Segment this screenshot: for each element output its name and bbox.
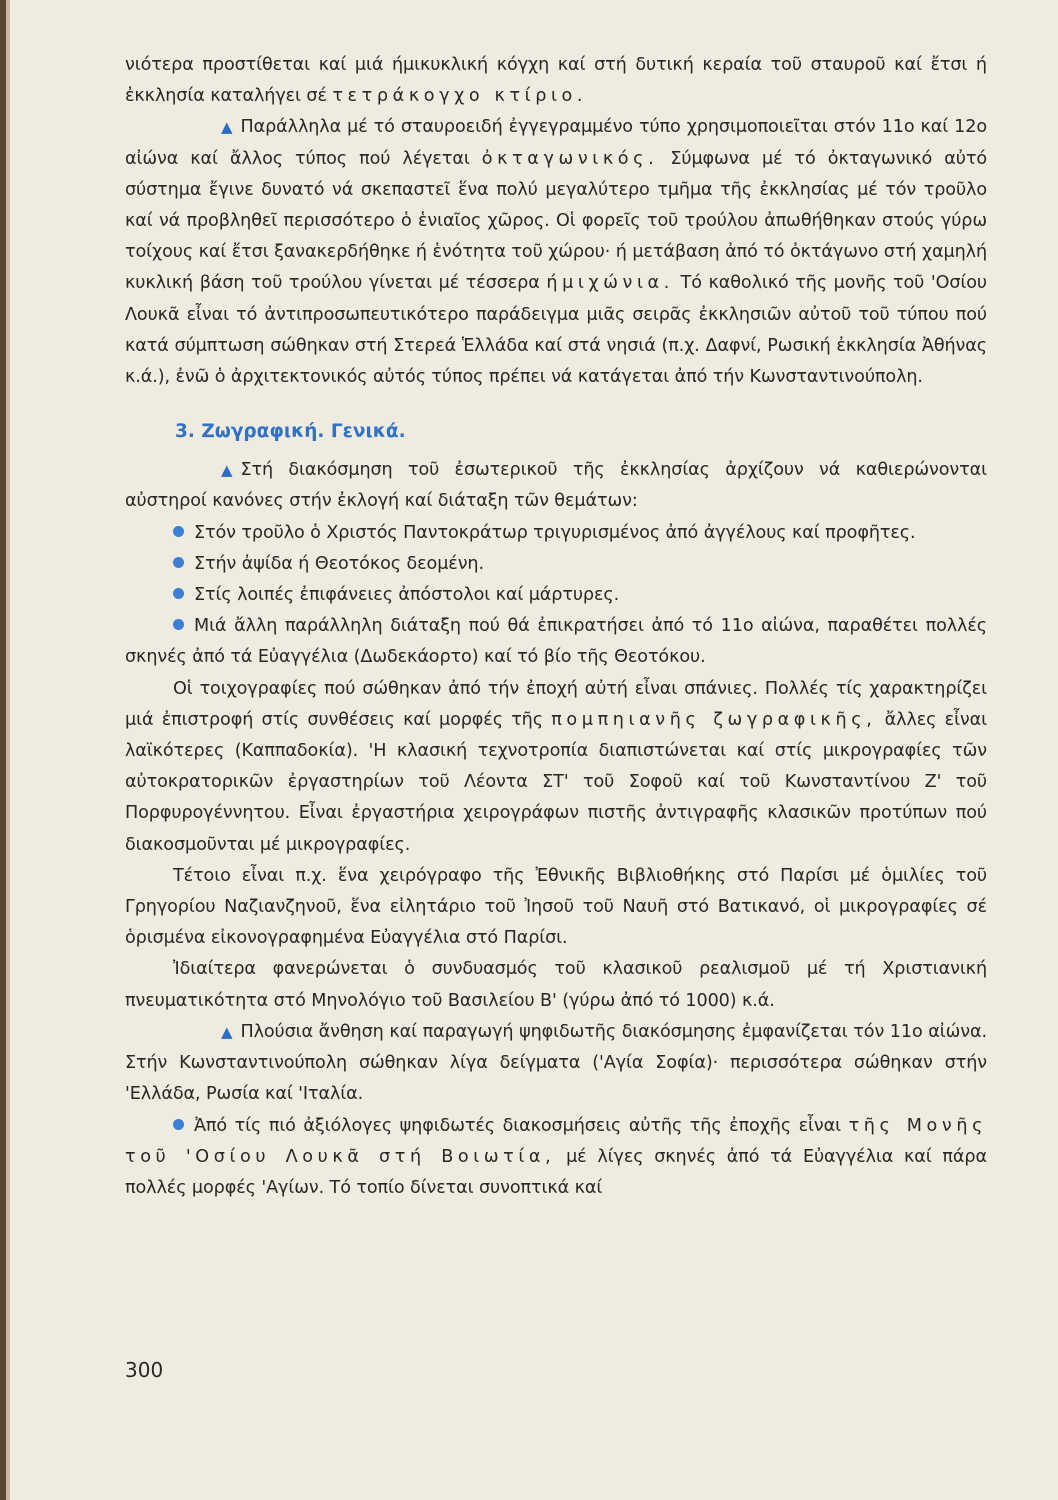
bullet-item: Μιά ἄλλη παράλληλη διάταξη πού θά ἐπικρατήσει ἀπό τό 11ο αἰώνα, παραθέτει πολλές σκηνές ἀπό τά Εὐαγγέλια (Δωδεκάορτο) καί τό βίο τῆς Θεοτόκου.: [125, 616, 987, 668]
bullet-dot-icon: [173, 1119, 184, 1130]
paragraph-6: Ἰδιαίτερα φανερώνεται ὁ συνδυασμός τοῦ κλασικοῦ ρεαλισμοῦ μέ τή Χριστιανική πνευματικότητα στό Μηνολόγιο τοῦ Βασιλείου Β' (γύρω ἀπό τό 1000) κ.ά.: [125, 959, 987, 1011]
triangle-marker-icon: ▲: [221, 1022, 233, 1041]
paragraph-1: νιότερα προστίθεται καί μιά ήμικυκλική κόγχη καί στή δυτική κεραία τοῦ σταυροῦ καί ἔτσι ή ἐκκλησία καταλήγει σέ τετράκογχο κτίριο.: [125, 55, 987, 107]
paragraph-2: ▲ Παράλληλα μέ τό σταυροειδή ἐγγεγραμμένο τύπο χρησιμοποιεῖται στόν 11ο καί 12ο αἰώνα καί ἄλλος τύπος πού λέγεται ὀκταγωνικός. Σύμφωνα μέ τό ὀκταγωνικό αὐτό σύστημα ἔγινε δυνατό νά σκεπαστεῖ ἕνα πολύ μεγαλύτερο τμῆμα τῆς ἐκκλησίας μέ τόν τροῦλο καί νά προβληθεῖ περισσότερο ὁ ἑνιαῖος χῶρος. Οἱ φορεῖς τοῦ τρούλου ἀπωθήθηκαν στούς γύρω τοίχους καί ἔτσι ξανακερδήθηκε ή ἑνότητα τοῦ χώρου· ή μετάβαση ἀπό τό ὀκτάγωνο στή χαμηλή κυκλική βάση τοῦ τρούλου γίνεται μέ τέσσερα ήμιχώνια. Τό καθολικό τῆς μονῆς τοῦ 'Οσίου Λουκᾶ εἶναι τό ἀντιπροσωπευτικότερο παράδειγμα μιᾶς σειρᾶς ἐκκλησιῶν αὐτοῦ τοῦ τύπου πού κατά σύμπτωση σώθηκαν στή Στερεά Ἑλλάδα καί στά νησιά (π.χ. Δαφνί, Ρωσική ἐκκλησία Ἀθήνας κ.ά.), ἐνῶ ὁ ἀρχιτεκτονικός αὐτός τύπος πρέπει νά κατάγεται ἀπό τήν Κωνσταντινούπολη.: [125, 112, 987, 393]
paragraph-4: Οἱ τοιχογραφίες πού σώθηκαν ἀπό τήν ἐποχή αὐτή εἶναι σπάνιες. Πολλές τίς χαρακτηρίζει μιά ἐπιστροφή στίς συνθέσεις καί μορφές τῆς πομπηιανῆς ζωγραφικῆς, ἄλλες εἶναι λαϊκότερες (Καππαδοκία). 'Η κλασική τεχνοτροπία διαπιστώνεται καί στίς μικρογραφίες τῶν αὐτοκρατορικῶν ἐργαστηρίων τοῦ Λέοντα ΣΤ' τοῦ Σοφοῦ καί τοῦ Κωνσταντίνου Ζ' τοῦ Πορφυρογέννητου. Εἶναι ἐργαστήρια χειρογράφων πιστῆς ἀντιγραφῆς κλασικῶν προτύπων πού διακοσμοῦνται μέ μικρογραφίες.: [125, 678, 988, 855]
triangle-marker-icon: ▲: [221, 461, 233, 480]
bullet-dot-icon: [173, 557, 184, 568]
emphasis-term: ήμιχώνια.: [546, 273, 674, 294]
section-heading: 3. Ζωγραφική. Γενικά.: [175, 421, 406, 443]
page-number: 300: [125, 1358, 164, 1382]
bullet-item: Στήν ἀψίδα ή Θεοτόκος δεομένη.: [125, 549, 987, 580]
body-text: [125, 50, 987, 1204]
paragraph-7: ▲ Πλούσια ἄνθηση καί παραγωγή ψηφιδωτῆς διακόσμησης ἐμφανίζεται τόν 11ο αἰώνα. Στήν Κωνσταντινούπολη σώθηκαν λίγα δείγματα ('Αγία Σοφία)· περισσότερα σώθηκαν στήν 'Ελλάδα, Ρωσία καί 'Ιταλία.: [125, 1017, 987, 1111]
bullet-dot-icon: [173, 526, 184, 537]
bullet-item: Στόν τροῦλο ὁ Χριστός Παντοκράτωρ τριγυρισμένος ἀπό ἀγγέλους καί προφῆτες.: [125, 518, 987, 549]
emphasis-term: τετράκογχο κτίριο.: [332, 86, 588, 107]
bullet-dot-icon: [173, 619, 184, 630]
bullet-item: Στίς λοιπές ἐπιφάνειες ἀπόστολοι καί μάρτυρες.: [125, 580, 987, 611]
emphasis-term: τῆς Μονῆς τοῦ 'Οσίου Λουκᾶ στή Βοιωτία,: [125, 1115, 987, 1167]
paragraph-5: Τέτοιο εἶναι π.χ. ἕνα χειρόγραφο τῆς Ἐθνικῆς Βιβλιοθήκης στό Παρίσι μέ ὁμιλίες τοῦ Γρηγορίου Ναζιανζηνοῦ, ἕνα εἰλητάριο τοῦ Ἰησοῦ τοῦ Ναυῆ στό Βατικανό, οἱ μικρογραφίες σέ ὁρισμένα εἰκονογραφημένα Εὐαγγέλια στό Παρίσι.: [125, 865, 987, 949]
emphasis-term: πομπηιανῆς ζωγραφικῆς,: [551, 709, 877, 730]
page-spine-shadow: [6, 0, 10, 1500]
emphasis-term: ὀκταγωνικός.: [481, 148, 659, 169]
bullet-dot-icon: [173, 588, 184, 599]
paragraph-3: ▲ Στή διακόσμηση τοῦ ἐσωτερικοῦ τῆς ἐκκλησίας ἀρχίζουν νά καθιερώνονται αὐστηροί κανόνες στήν ἐκλογή καί διάταξη τῶν θεμάτων:: [125, 455, 987, 517]
paragraph-8: Ἀπό τίς πιό ἀξιόλογες ψηφιδωτές διακοσμήσεις αὐτῆς τῆς ἐποχῆς εἶναι τῆς Μονῆς τοῦ 'Οσίου Λουκᾶ στή Βοιωτία, μέ λίγες σκηνές ἀπό τά Εὐαγγέλια καί πάρα πολλές μορφές 'Αγίων. Τό τοπίο δίνεται συνοπτικά καί: [125, 1115, 987, 1198]
triangle-marker-icon: ▲: [221, 118, 233, 137]
